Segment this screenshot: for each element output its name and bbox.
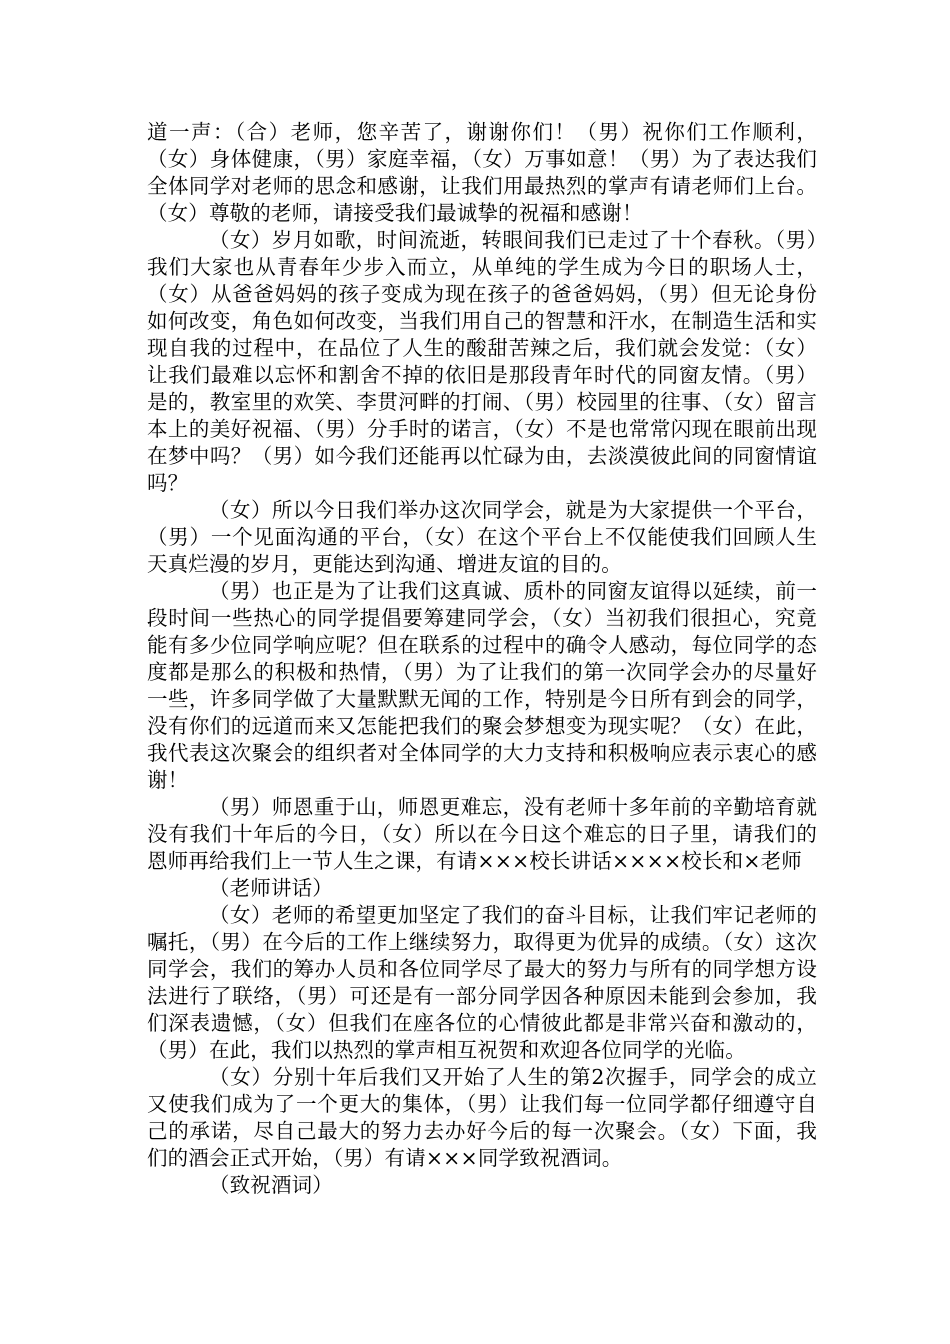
paragraph: （致祝酒词） [209,1173,333,1197]
paragraph: （男）师恩重于山，师恩更难忘，没有老师十多年前的辛勤培育就没有我们十年后的今日，（女）所以在今日这个难忘的日子里，请我们的恩师再给我们上一节人生之课，有请×××校长讲话××××校长和×老师 [147,795,817,873]
paragraph: （女）所以今日我们举办这次同学会，就是为大家提供一个平台，（男）一个见面沟通的平台，（女）在这个平台上不仅能使我们回顾人生天真烂漫的岁月，更能达到沟通、增进友谊的目的。 [147,498,817,576]
paragraph: （女）岁月如歌，时间流逝，转眼间我们已走过了十个春秋。（男）我们大家也从青春年少步入而立，从单纯的学生成为今日的职场人士，（女）从爸爸妈妈的孩子变成为现在孩子的爸爸妈妈，（男）但无论身份如何改变，角色如何改变，当我们用自己的智慧和汗水，在制造生活和实现自我的过程中，在品位了人生的酸甜苦辣之后，我们就会发觉：（女）让我们最难以忘怀和割舍不掉的依旧是那段青年时代的同窗友情。（男）是的，教室里的欢笑、李贯河畔的打闹、（男）校园里的往事、（女）留言本上的美好祝福、（男）分手时的诺言，（女）不是也常常闪现在眼前出现在梦中吗？（男）如今我们还能再以忙碌为由，去淡漠彼此间的同窗情谊吗？ [147,228,817,495]
document-body [147,119,817,1199]
paragraph: （女）分别十年后我们又开始了人生的第2次握手，同学会的成立又使我们成为了一个更大的集体，（男）让我们每一位同学都仔细遵守自己的承诺，尽自己最大的努力去办好今后的每一次聚会。（女）下面，我们的酒会正式开始，（男）有请×××同学致祝酒词。 [147,1065,817,1170]
paragraph: （男）也正是为了让我们这真诚、质朴的同窗友谊得以延续，前一段时间一些热心的同学提倡要筹建同学会，（女）当初我们很担心，究竟能有多少位同学响应呢？但在联系的过程中的确令人感动，每位同学的态度都是那么的积极和热情，（男）为了让我们的第一次同学会办的尽量好一些，许多同学做了大量默默无闻的工作，特别是今日所有到会的同学，没有你们的远道而来又怎能把我们的聚会梦想变为现实呢？（女）在此，我代表这次聚会的组织者对全体同学的大力支持和积极响应表示衷心的感谢！ [147,579,817,792]
paragraph: （女）老师的希望更加坚定了我们的奋斗目标，让我们牢记老师的嘱托，（男）在今后的工作上继续努力，取得更为优异的成绩。（女）这次同学会，我们的筹办人员和各位同学尽了最大的努力与所有的同学想方设法进行了联络，（男）可还是有一部分同学因各种原因未能到会参加，我们深表遗憾，（女）但我们在座各位的心情彼此都是非常兴奋和激动的，（男）在此，我们以热烈的掌声相互祝贺和欢迎各位同学的光临。 [147,903,817,1062]
paragraph: （老师讲话） [209,876,333,900]
paragraph: 道一声：（合）老师，您辛苦了，谢谢你们！（男）祝你们工作顺利，（女）身体健康，（男）家庭幸福，（女）万事如意！（男）为了表达我们全体同学对老师的思念和感谢，让我们用最热烈的掌声有请老师们上台。（女）尊敬的老师，请接受我们最诚挚的祝福和感谢！ [147,120,817,225]
